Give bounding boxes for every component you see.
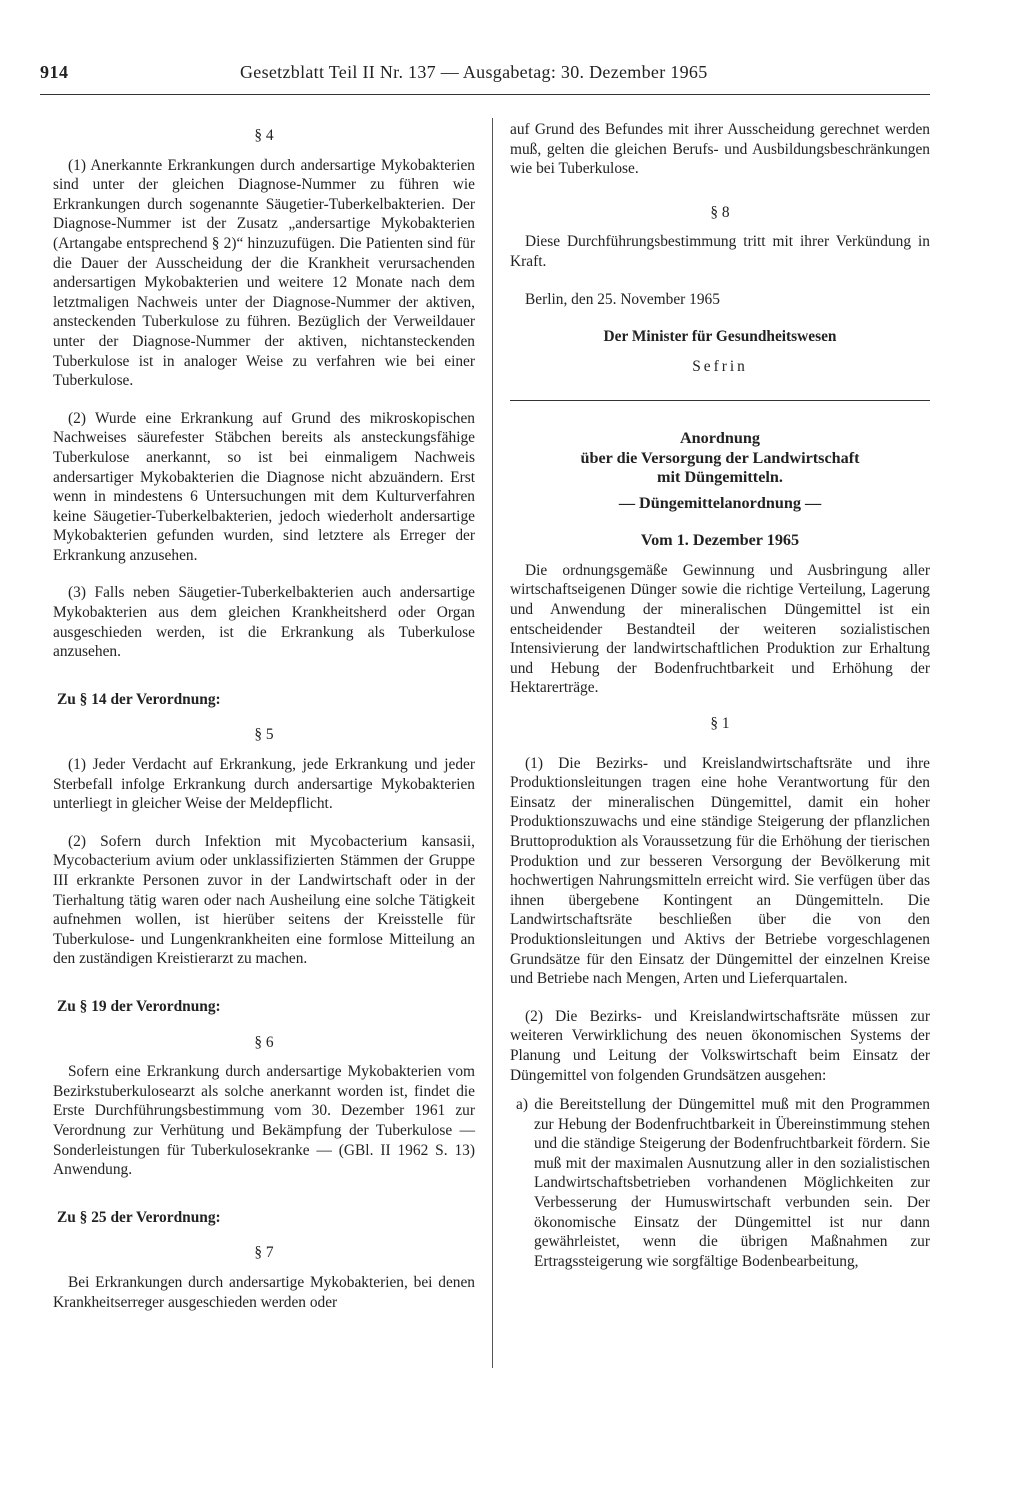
header-rule bbox=[40, 94, 930, 95]
section-1-paragraph-1: (1) Die Bezirks- und Kreislandwirtschaftsräte und ihre Produktionsleitungen tragen eine hohe Verantwortung für den Einsatz der mineralischen Düngemittel, damit ein hoher Produktionszuwachs und eine ständige Steigerung der pflanzlichen Bruttoproduktion als Voraussetzung für die Erhöhung der tierischen Produktion und zur besseren Versorgung der Bevölkerung mit hochwertigen Nahrungsmitteln erreicht wird. Sie verfügen über das ihnen übergebene Kontingent an Düngemitteln. Die Landwirtschaftsräte beschließen über die von den Produktionsleitungen und Aktivs der Betriebe vorgeschlagenen Grundsätze für den Einsatz der Düngemittel der einzelnen Kreise und Betriebe nach Mengen, Arten und Lieferquartalen. bbox=[510, 754, 930, 988]
right-column bbox=[510, 120, 930, 1271]
section-5-paragraph-1: (1) Jeder Verdacht auf Erkrankung, jede Erkrankung und jeder Sterbefall infolge Erkrankung durch andersartige Mykobakterien unterliegt in gleicher Weise der Meldepflicht. bbox=[53, 756, 475, 813]
section-1-paragraph-2: (2) Die Bezirks- und Kreislandwirtschaftsräte müssen zur weiteren Verwirklichung des neuen ökonomischen Systems der Planung und Leitung der Volkswirtschaft beim Einsatz der Düngemittel von folgenden Grundsätzen ausgehen: bbox=[510, 1007, 930, 1084]
section-6-heading: § 6 bbox=[254, 1033, 274, 1051]
reference-heading-19: Zu § 19 der Verordnung: bbox=[57, 997, 221, 1015]
ordinance-title-line-3: mit Düngemitteln. bbox=[657, 468, 783, 487]
section-1-item-a: a) die Bereitstellung der Düngemittel muß mit den Programmen zur Hebung der Bodenfruchtbarkeit in Übereinstimmung stehen und die ständige Steigerung der Bodenfruchtbarkeit fördern. Sie muß mit der maximalen Ausnutzung aller in den sozialistischen Landwirtschaftsbetrieben vorhandenen Möglichkeiten zur Verbesserung der Humuswirtschaft verbunden sein. Der ökonomische Einsatz der Düngemittel ist nur dann gewährleistet, wenn die übrigen Maßnahmen zur Ertragssteigerung wie sorgfältige Bodenbearbeitung, bbox=[516, 1096, 930, 1270]
ordinance-subtitle: — Düngemittelanordnung — bbox=[618, 493, 822, 512]
page-header bbox=[40, 62, 930, 92]
section-4-paragraph-3: (3) Falls neben Säugetier-Tuberkelbakterien auch andersartige Mykobakterien aus dem gleichen Krankheitsherd oder Organ ausgeschieden werden, ist die Erkrankung als Tuberkulose anzusehen. bbox=[53, 584, 475, 661]
reference-heading-25: Zu § 25 der Verordnung: bbox=[57, 1208, 221, 1226]
section-5-paragraph-2: (2) Sofern durch Infektion mit Mycobacterium kansasii, Mycobacterium avium oder unklassifizierten Stämmen der Gruppe III erkrankte Personen zuvor in der Landwirtschaft oder in der Tierhaltung tätig waren oder nach Ausheilung eine solche Tätigkeit aufnehmen wollen, ist hierüber seitens der Kreisstelle für Tuberkulose- und Lungenkrankheiten eine formlose Mitteilung an den zuständigen Kreistierarzt zu machen. bbox=[53, 832, 475, 968]
section-8-heading: § 8 bbox=[710, 203, 730, 221]
section-4-paragraph-1: (1) Anerkannte Erkrankungen durch andersartige Mykobakterien sind unter der gleichen Diagnose-Nummer zu führen wie Erkrankungen durch sogenannte Säugetier-Tuberkelbakterien. Der Diagnose-Nummer ist der Zusatz „andersartige Mykobakterien (Artangabe entsprechend § 2)“ hinzuzufügen. Die Patienten sind für die Dauer der Ausscheidung der die Krankheit verursachenden andersartigen Mykobakterien und weitere 12 Monate nach dem letztmaligen Nachweis unter der Diagnose-Nummer der aktiven, ansteckenden Tuberkulose zu führen. Bezüglich der Verweildauer unter der Diagnose-Nummer der aktiven, nichtansteckenden Tuberkulose ist in analoger Weise zu verfahren wie bei einer Tuberkulose. bbox=[53, 156, 475, 390]
column-divider bbox=[492, 118, 493, 1368]
page-number: 914 bbox=[40, 62, 69, 82]
running-head: Gesetzblatt Teil II Nr. 137 — Ausgabetag: 30. Dezember 1965 bbox=[240, 62, 708, 82]
ordinance-title-line-2: über die Versorgung der Landwirtschaft bbox=[580, 448, 860, 467]
section-6-paragraph-1: Sofern eine Erkrankung durch andersartige Mykobakterien vom Bezirkstuberkulosearzt als solche anerkannt worden ist, findet die Erste Durchführungsbestimmung vom 30. Dezember 1961 zur Verordnung zur Verhütung und Bekämpfung der Tuberkulose — Sonderleistungen für Tuberkulosekranke — (GBl. II 1962 S. 13) Anwendung. bbox=[53, 1063, 475, 1179]
section-4-paragraph-2: (2) Wurde eine Erkrankung auf Grund des mikroskopischen Nachweises säurefester Stäbchen bereits als ansteckungsfähige Tuberkulose anerkannt, so ist bei einmaligem Nachweis andersartiger Mykobakterien die Diagnose nicht abzuändern. Erst wenn in mindestens 6 Untersuchungen mit dem Kulturverfahren keine Säugetier-Tuberkelbakterien, jedoch wiederholt andersartige Mykobakterien gefunden wurden, sind letztere als Erreger der Erkrankung anzusehen. bbox=[53, 409, 475, 564]
left-column bbox=[53, 120, 475, 1312]
signature-name: Sefrin bbox=[692, 357, 748, 375]
section-7-paragraph-1: Bei Erkrankungen durch andersartige Mykobakterien, bei denen Krankheitserreger ausgeschieden werden oder bbox=[53, 1273, 475, 1311]
place-date: Berlin, den 25. November 1965 bbox=[525, 290, 720, 308]
section-separator-rule bbox=[510, 400, 930, 401]
section-5-heading: § 5 bbox=[254, 726, 274, 744]
section-7-continuation: auf Grund des Befundes mit ihrer Ausscheidung gerechnet werden muß, gelten die gleichen Berufs- und Ausbildungsbeschränkungen wie bei Tuberkulose. bbox=[510, 121, 930, 178]
ordinance-preamble: Die ordnungsgemäße Gewinnung und Ausbringung aller wirtschaftseigenen Dünger sowie die richtige Verteilung, Lagerung und Anwendung der mineralischen Düngemittel ist ein entscheidender Bestandteil der weiteren sozialistischen Intensivierung der landwirtschaftlichen Produktion zur Erhaltung und Hebung der Bodenfruchtbarkeit und Erhöhung der Hektarerträge. bbox=[510, 561, 930, 697]
ordinance-date: Vom 1. Dezember 1965 bbox=[640, 531, 800, 550]
section-1-heading: § 1 bbox=[710, 715, 730, 732]
section-4-heading: § 4 bbox=[254, 127, 274, 144]
reference-heading-14: Zu § 14 der Verordnung: bbox=[57, 690, 221, 708]
section-8-paragraph-1: Diese Durchführungsbestimmung tritt mit ihrer Verkündung in Kraft. bbox=[510, 233, 930, 270]
section-7-heading: § 7 bbox=[254, 1244, 274, 1262]
ordinance-title-line-1: Anordnung bbox=[679, 429, 761, 448]
minister-title: Der Minister für Gesundheitswesen bbox=[603, 328, 837, 346]
